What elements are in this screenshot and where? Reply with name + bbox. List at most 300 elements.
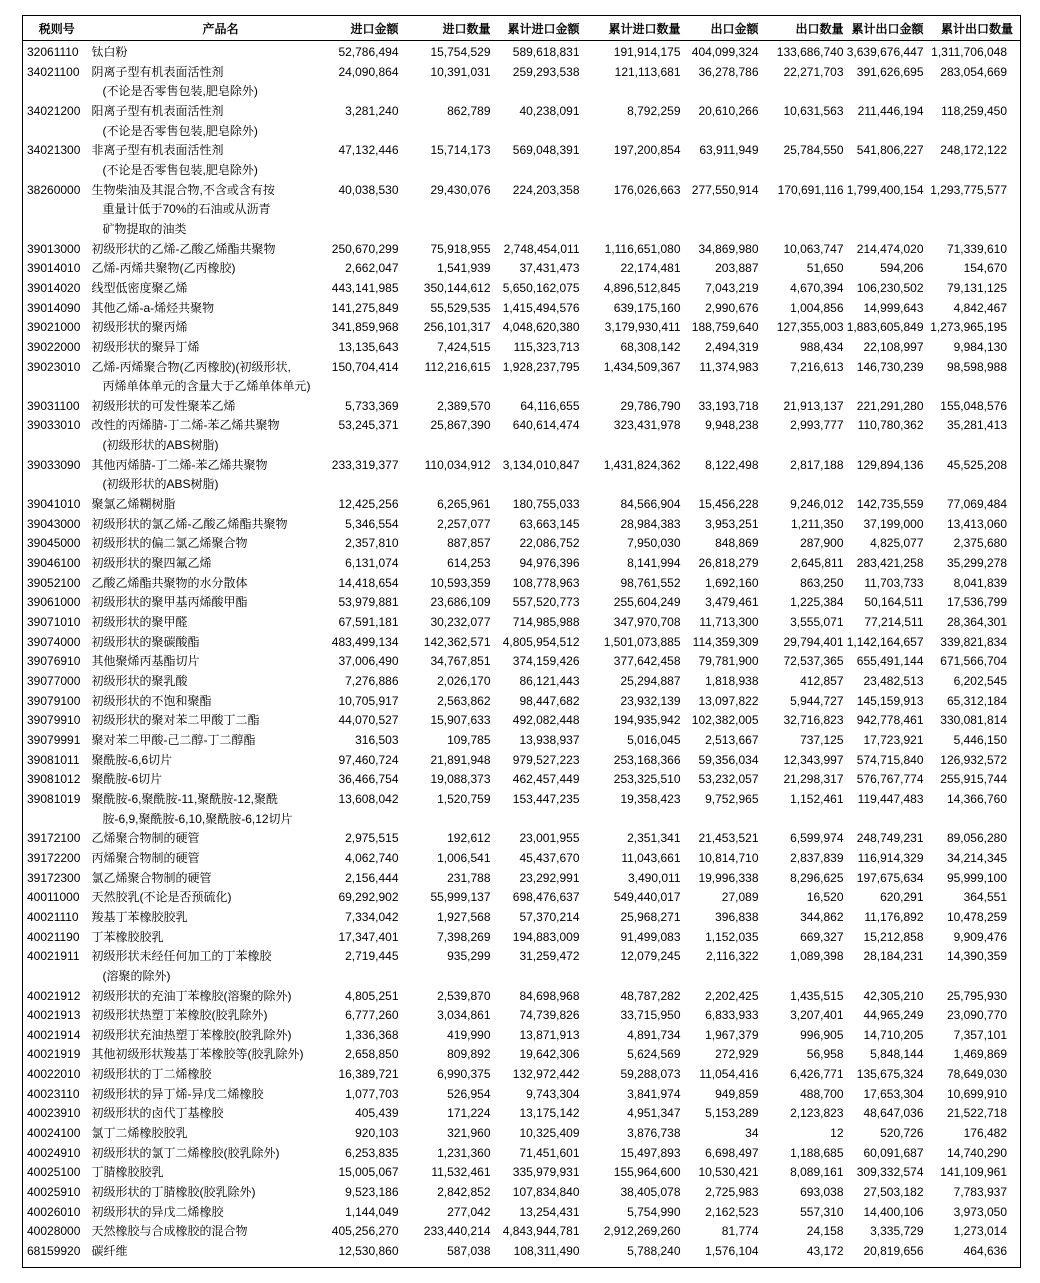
export-value-cell: 9,752,965 <box>705 791 759 806</box>
cumulative-import-value-cell: 1,415,494,576 <box>502 300 580 315</box>
product-name-cell <box>91 338 321 358</box>
import-value-cell: 1,077,703 <box>345 1086 399 1101</box>
tariff-code-cell: 39081019 <box>27 791 81 806</box>
import-value-cell: 37,006,490 <box>338 654 399 669</box>
cumulative-import-value-cell: 714,985,988 <box>512 615 580 630</box>
product-name-line: 聚酰胺-6,聚酰胺-11,聚酰胺-12,聚酰 <box>91 791 278 806</box>
export-quantity-cell: 1,152,461 <box>790 791 844 806</box>
export-quantity-cell: 863,250 <box>800 575 844 590</box>
product-name-cell <box>91 574 321 594</box>
cumulative-import-value-cell: 37,431,473 <box>519 261 580 276</box>
cumulative-export-value-cell: 116,914,329 <box>857 850 924 865</box>
cumulative-export-value-cell: 17,653,304 <box>863 1086 924 1101</box>
cumulative-import-quantity-cell: 3,841,974 <box>627 1086 681 1101</box>
export-quantity-cell: 72,537,365 <box>783 654 844 669</box>
cumulative-export-quantity-cell: 9,909,476 <box>953 929 1007 944</box>
cumulative-import-value-cell: 108,778,963 <box>512 575 580 590</box>
import-quantity-cell: 1,231,360 <box>437 1145 491 1160</box>
table-row <box>23 240 1021 260</box>
export-quantity-cell: 3,555,071 <box>790 615 844 630</box>
cumulative-import-value-cell: 108,311,490 <box>513 1244 580 1259</box>
cumulative-import-value-cell: 224,203,358 <box>512 182 580 197</box>
export-value-cell: 20,610,266 <box>698 103 759 118</box>
product-name-line: 乙烯-丙烯聚合物(乙丙橡胶)(初级形状, <box>91 359 291 374</box>
product-name-line: 初级形状的丁二烯橡胶 <box>91 1067 212 1082</box>
cumulative-import-quantity-cell: 191,914,175 <box>613 45 681 59</box>
import-quantity-cell: 419,990 <box>447 1027 491 1042</box>
export-quantity-cell: 996,905 <box>800 1027 844 1042</box>
export-value-cell: 63,911,949 <box>699 143 759 158</box>
product-name-cell <box>91 652 321 672</box>
table-row <box>23 652 1021 672</box>
import-value-cell: 14,418,654 <box>338 575 399 590</box>
export-value-cell: 53,232,057 <box>698 772 759 787</box>
import-value-cell: 341,859,968 <box>331 320 399 335</box>
table-row <box>23 1242 1021 1267</box>
product-name-cell <box>91 751 321 771</box>
tariff-code-cell: 39046100 <box>27 556 81 571</box>
cumulative-import-value-cell: 180,755,033 <box>512 497 580 512</box>
tariff-code-cell: 39043000 <box>27 516 81 531</box>
product-name-line: 其他聚烯丙基酯切片 <box>91 654 200 669</box>
table-row <box>23 947 1021 986</box>
cumulative-export-value-cell: 11,176,892 <box>864 909 924 924</box>
product-name-cell <box>91 279 321 299</box>
cumulative-import-quantity-cell: 91,499,083 <box>620 929 681 944</box>
import-value-cell: 47,132,446 <box>338 143 399 158</box>
cumulative-export-quantity-cell: 25,795,930 <box>946 988 1007 1003</box>
product-name-cell <box>91 908 321 928</box>
table-row <box>23 1045 1021 1065</box>
table-row <box>23 416 1021 455</box>
cumulative-import-value-cell: 4,843,944,781 <box>502 1224 580 1239</box>
export-value-cell: 1,818,938 <box>705 674 759 688</box>
import-quantity-cell: 233,440,214 <box>423 1224 491 1239</box>
cumulative-export-value-cell: 60,091,687 <box>863 1145 924 1160</box>
product-name-line: 聚酰胺-6,6切片 <box>91 752 173 767</box>
export-value-cell: 848,869 <box>715 536 759 551</box>
export-quantity-cell: 5,944,727 <box>790 693 844 708</box>
tariff-code-cell: 40024910 <box>27 1145 81 1160</box>
cumulative-export-quantity-cell: 364,551 <box>963 890 1007 905</box>
product-name-line: (初级形状的ABS树脂) <box>102 477 219 492</box>
product-name-line: 胺-6,9,聚酰胺-6,10,聚酰胺-6,12切片 <box>102 811 293 826</box>
tariff-code-cell: 39071010 <box>27 615 81 630</box>
export-quantity-cell: 1,004,856 <box>790 300 844 315</box>
cumulative-import-quantity-cell: 2,912,269,260 <box>603 1224 681 1239</box>
cumulative-export-quantity-cell: 14,740,290 <box>946 1145 1007 1160</box>
table-row <box>23 593 1021 613</box>
import-quantity-cell: 887,857 <box>447 536 491 551</box>
tariff-code-cell: 34021300 <box>27 143 81 158</box>
import-value-cell: 69,292,902 <box>338 890 399 905</box>
import-value-cell: 12,530,860 <box>338 1244 399 1259</box>
cumulative-import-value-cell: 98,447,682 <box>519 693 580 708</box>
product-name-cell <box>91 692 321 712</box>
tariff-code-cell: 39021000 <box>27 320 81 335</box>
cumulative-import-value-cell: 107,834,840 <box>512 1185 580 1200</box>
import-quantity-cell: 2,389,570 <box>437 398 491 413</box>
import-value-cell: 44,070,527 <box>338 713 399 728</box>
tariff-code-cell: 39081012 <box>27 772 81 787</box>
cumulative-export-quantity-cell: 10,699,910 <box>946 1086 1007 1101</box>
cumulative-export-quantity-cell: 7,357,101 <box>953 1027 1007 1042</box>
table-row <box>23 1085 1021 1105</box>
header-import-quantity: 进口数量 <box>401 16 493 41</box>
product-name-line: 初级形状的乙烯-乙酸乙烯酯共聚物 <box>91 241 276 256</box>
table-row <box>23 259 1021 279</box>
export-value-cell: 2,116,322 <box>706 949 759 964</box>
export-value-cell: 34 <box>745 1126 759 1141</box>
tariff-code-cell: 40028000 <box>27 1224 81 1239</box>
product-name-line: 初级形状充油热塑丁苯橡胶(胶乳除外) <box>91 1027 292 1042</box>
import-quantity-cell: 30,232,077 <box>430 615 491 630</box>
product-name-cell <box>91 416 321 455</box>
tariff-code-cell: 39079991 <box>27 732 81 747</box>
table-row <box>23 318 1021 338</box>
table-row <box>23 928 1021 948</box>
product-name-cell <box>91 593 321 613</box>
product-name-line: (不论是否零售包装,肥皂除外) <box>102 84 258 99</box>
cumulative-export-quantity-cell: 671,566,704 <box>940 654 1007 669</box>
cumulative-export-quantity-cell: 1,293,775,577 <box>930 182 1007 197</box>
export-value-cell: 5,153,289 <box>705 1106 759 1121</box>
cumulative-import-quantity-cell: 155,964,600 <box>613 1165 681 1180</box>
cumulative-export-value-cell: 391,626,695 <box>856 64 924 79</box>
cumulative-import-quantity-cell: 3,876,738 <box>627 1126 681 1141</box>
export-value-cell: 13,097,822 <box>698 693 759 708</box>
export-value-cell: 1,692,160 <box>705 575 759 590</box>
cumulative-import-quantity-cell: 3,179,930,411 <box>604 320 681 335</box>
cumulative-import-value-cell: 1,928,237,795 <box>502 359 580 374</box>
import-quantity-cell: 112,216,615 <box>424 359 491 374</box>
cumulative-import-quantity-cell: 33,715,950 <box>620 1008 681 1023</box>
product-name-cell <box>91 1222 321 1242</box>
export-quantity-cell: 25,784,550 <box>783 143 844 158</box>
import-quantity-cell: 19,088,373 <box>430 772 491 787</box>
cumulative-export-quantity-cell: 176,482 <box>963 1126 1007 1141</box>
header-row <box>23 16 1021 41</box>
product-name-line: 钛白粉 <box>91 45 128 59</box>
import-quantity-cell: 6,265,961 <box>437 497 491 512</box>
product-name-cell <box>91 1065 321 1085</box>
export-quantity-cell: 488,700 <box>800 1086 844 1101</box>
product-name-cell <box>91 849 321 869</box>
cumulative-import-value-cell: 4,805,954,512 <box>502 634 580 649</box>
product-name-line: (初级形状的ABS树脂) <box>102 438 219 453</box>
import-quantity-cell: 1,927,568 <box>437 909 491 924</box>
export-value-cell: 2,202,425 <box>705 988 759 1003</box>
product-name-cell <box>91 495 321 515</box>
product-name-line: 羧基丁苯橡胶胶乳 <box>91 909 188 924</box>
cumulative-export-quantity-cell: 23,090,770 <box>946 1008 1007 1023</box>
import-value-cell: 53,245,371 <box>338 418 399 433</box>
cumulative-import-quantity-cell: 5,624,569 <box>627 1047 681 1062</box>
import-value-cell: 7,334,042 <box>345 909 399 924</box>
export-quantity-cell: 557,310 <box>800 1204 844 1219</box>
export-quantity-cell: 127,355,003 <box>776 320 844 335</box>
export-value-cell: 2,162,523 <box>705 1204 759 1219</box>
cumulative-import-quantity-cell: 2,351,341 <box>627 831 681 846</box>
export-quantity-cell: 10,063,747 <box>783 241 844 256</box>
import-quantity-cell: 2,026,170 <box>437 674 491 688</box>
cumulative-import-quantity-cell: 639,175,160 <box>613 300 681 315</box>
cumulative-export-quantity-cell: 1,311,706,048 <box>931 45 1007 59</box>
product-name-line: 乙酸乙烯酯共聚物的水分散体 <box>91 575 248 590</box>
export-quantity-cell: 988,434 <box>800 339 844 354</box>
product-name-cell <box>91 1104 321 1124</box>
export-value-cell: 36,278,786 <box>698 64 759 79</box>
import-value-cell: 12,425,256 <box>338 497 399 512</box>
cumulative-export-value-cell: 594,206 <box>880 261 924 276</box>
table-row <box>23 338 1021 358</box>
product-name-line: 阳离子型有机表面活性剂 <box>91 103 224 118</box>
export-quantity-cell: 4,670,394 <box>790 280 844 295</box>
cumulative-export-quantity-cell: 65,312,184 <box>946 693 1007 708</box>
import-quantity-cell: 526,954 <box>447 1086 491 1101</box>
product-name-line: 非离子型有机表面活性剂 <box>91 143 224 158</box>
table-body <box>23 41 1021 1268</box>
cumulative-export-value-cell: 520,726 <box>880 1126 924 1141</box>
cumulative-import-quantity-cell: 323,431,978 <box>613 418 681 433</box>
cumulative-export-value-cell: 22,108,997 <box>863 339 924 354</box>
cumulative-import-value-cell: 57,370,214 <box>519 909 580 924</box>
import-quantity-cell: 34,767,851 <box>430 654 491 669</box>
product-name-cell <box>91 1163 321 1183</box>
tariff-code-cell: 39061000 <box>27 595 81 610</box>
import-value-cell: 97,460,724 <box>338 752 399 767</box>
cumulative-import-quantity-cell: 4,891,734 <box>627 1027 681 1042</box>
cumulative-export-value-cell: 17,723,921 <box>863 732 924 747</box>
export-quantity-cell: 133,686,740 <box>776 45 844 59</box>
export-value-cell: 81,774 <box>721 1224 759 1239</box>
export-value-cell: 3,479,461 <box>705 595 759 610</box>
tariff-code-cell: 40022010 <box>27 1067 81 1082</box>
cumulative-import-value-cell: 71,451,601 <box>519 1145 580 1160</box>
export-value-cell: 396,838 <box>715 909 759 924</box>
export-quantity-cell: 9,246,012 <box>790 497 844 512</box>
export-quantity-cell: 21,913,137 <box>783 398 844 413</box>
import-value-cell: 4,805,251 <box>345 988 399 1003</box>
tariff-code-cell: 40025910 <box>27 1185 81 1200</box>
product-name-cell <box>91 1203 321 1223</box>
export-value-cell: 277,550,914 <box>691 182 759 197</box>
cumulative-export-quantity-cell: 9,984,130 <box>953 339 1007 354</box>
tariff-code-cell: 34021200 <box>27 103 81 118</box>
table-row <box>23 574 1021 594</box>
cumulative-export-value-cell: 11,703,733 <box>864 575 924 590</box>
cumulative-export-quantity-cell: 5,446,150 <box>953 732 1007 747</box>
cumulative-export-value-cell: 655,491,144 <box>856 654 924 669</box>
table-row <box>23 770 1021 790</box>
cumulative-import-value-cell: 22,086,752 <box>519 536 580 551</box>
cumulative-export-quantity-cell: 4,842,467 <box>953 300 1007 315</box>
import-quantity-cell: 1,006,541 <box>437 850 491 865</box>
export-value-cell: 1,576,104 <box>705 1244 759 1259</box>
product-name-line: (不论是否零售包装,肥皂除外) <box>102 123 258 138</box>
import-value-cell: 5,346,554 <box>345 516 399 531</box>
tariff-code-cell: 39052100 <box>27 575 81 590</box>
export-value-cell: 11,054,416 <box>699 1067 759 1082</box>
cumulative-export-value-cell: 1,799,400,154 <box>846 182 924 197</box>
product-name-line: 阴离子型有机表面活性剂 <box>91 64 224 79</box>
cumulative-export-value-cell: 248,749,231 <box>856 831 924 846</box>
header-export-value: 出口金额 <box>683 16 761 41</box>
import-value-cell: 2,719,445 <box>345 949 399 964</box>
cumulative-import-value-cell: 74,739,826 <box>519 1008 580 1023</box>
table-row <box>23 1006 1021 1026</box>
cumulative-export-value-cell: 211,446,194 <box>857 103 924 118</box>
cumulative-import-value-cell: 153,447,235 <box>512 791 580 806</box>
tariff-code-cell: 40021911 <box>27 949 80 964</box>
cumulative-import-quantity-cell: 1,501,073,885 <box>603 634 681 649</box>
export-quantity-cell: 2,837,839 <box>790 850 844 865</box>
cumulative-export-quantity-cell: 17,536,799 <box>946 595 1007 610</box>
import-value-cell: 233,319,377 <box>331 457 399 472</box>
import-value-cell: 24,090,864 <box>338 64 399 79</box>
import-quantity-cell: 862,789 <box>447 103 491 118</box>
product-name-cell <box>91 613 321 633</box>
cumulative-import-value-cell: 45,437,670 <box>519 850 580 865</box>
import-quantity-cell: 321,960 <box>447 1126 491 1141</box>
product-name-cell <box>91 790 321 829</box>
product-name-cell <box>91 41 321 63</box>
export-quantity-cell: 12,343,997 <box>783 752 844 767</box>
product-name-line: 丙烯聚合物制的硬管 <box>91 850 200 865</box>
cumulative-export-quantity-cell: 283,054,669 <box>940 64 1007 79</box>
product-name-line: 初级形状的异戊二烯橡胶 <box>91 1204 224 1219</box>
tariff-code-cell: 40023110 <box>27 1086 80 1101</box>
export-value-cell: 9,948,238 <box>705 418 759 433</box>
import-quantity-cell: 192,612 <box>447 831 491 846</box>
product-name-line: 天然橡胶与合成橡胶的混合物 <box>91 1224 248 1239</box>
table-row <box>23 1124 1021 1144</box>
product-name-cell <box>91 829 321 849</box>
cumulative-export-quantity-cell: 28,364,301 <box>946 615 1007 630</box>
cumulative-export-quantity-cell: 248,172,122 <box>940 143 1007 158</box>
cumulative-import-quantity-cell: 3,490,011 <box>628 870 681 885</box>
table-row <box>23 397 1021 417</box>
cumulative-export-quantity-cell: 330,081,814 <box>940 713 1007 728</box>
product-name-line: 初级形状热塑丁苯橡胶(胶乳除外) <box>91 1008 268 1023</box>
table-row <box>23 692 1021 712</box>
tariff-code-cell: 39079910 <box>27 713 81 728</box>
table-row <box>23 358 1021 397</box>
table-row <box>23 456 1021 495</box>
cumulative-import-value-cell: 194,883,009 <box>512 929 580 944</box>
export-quantity-cell: 1,225,384 <box>790 595 844 610</box>
import-value-cell: 13,608,042 <box>338 791 399 806</box>
cumulative-export-value-cell: 15,212,858 <box>863 929 924 944</box>
cumulative-import-value-cell: 979,527,223 <box>512 752 580 767</box>
product-name-line: 氯丁二烯橡胶胶乳 <box>91 1126 188 1141</box>
cumulative-import-quantity-cell: 377,642,458 <box>613 654 681 669</box>
tariff-code-cell: 39079100 <box>27 693 81 708</box>
cumulative-import-value-cell: 63,663,145 <box>519 516 580 531</box>
import-value-cell: 5,733,369 <box>345 398 399 413</box>
import-value-cell: 2,357,810 <box>345 536 399 551</box>
export-value-cell: 272,929 <box>715 1047 759 1062</box>
cumulative-import-value-cell: 335,979,931 <box>512 1165 580 1180</box>
import-value-cell: 10,705,917 <box>338 693 399 708</box>
cumulative-import-quantity-cell: 197,200,854 <box>613 143 681 158</box>
import-value-cell: 150,704,414 <box>331 359 399 374</box>
export-quantity-cell: 6,599,974 <box>790 831 844 846</box>
table-row <box>23 1104 1021 1124</box>
product-name-line: 初级形状的卤代丁基橡胶 <box>91 1106 224 1121</box>
cumulative-import-value-cell: 589,618,831 <box>512 45 580 59</box>
product-name-cell <box>91 1045 321 1065</box>
export-value-cell: 404,099,324 <box>691 45 759 59</box>
import-value-cell: 4,062,740 <box>345 850 399 865</box>
product-name-line: 丁腈橡胶胶乳 <box>91 1165 164 1180</box>
import-quantity-cell: 2,257,077 <box>437 516 491 531</box>
product-name-cell <box>91 888 321 908</box>
import-value-cell: 3,281,240 <box>345 103 399 118</box>
tariff-code-cell: 40021914 <box>27 1027 81 1042</box>
export-value-cell: 2,513,667 <box>705 732 759 747</box>
cumulative-import-value-cell: 13,175,142 <box>519 1106 580 1121</box>
header-product-name: 产品名 <box>91 16 321 41</box>
cumulative-import-value-cell: 259,293,538 <box>512 64 580 79</box>
cumulative-export-quantity-cell: 7,783,937 <box>953 1185 1007 1200</box>
import-quantity-cell: 110,034,912 <box>424 457 491 472</box>
product-name-line: 丁苯橡胶胶乳 <box>91 929 164 944</box>
cumulative-import-value-cell: 4,048,620,380 <box>502 320 580 335</box>
cumulative-import-quantity-cell: 19,358,423 <box>620 791 681 806</box>
product-name-line: 初级形状的聚四氟乙烯 <box>91 556 212 571</box>
cumulative-import-value-cell: 492,082,448 <box>512 713 580 728</box>
cumulative-export-value-cell: 142,735,559 <box>856 497 924 512</box>
cumulative-import-quantity-cell: 8,141,994 <box>627 556 681 571</box>
cumulative-export-value-cell: 37,199,000 <box>863 516 924 531</box>
export-value-cell: 102,382,005 <box>691 713 759 728</box>
product-name-line: 聚对苯二甲酸-己二醇-丁二醇酯 <box>91 732 256 747</box>
cumulative-export-value-cell: 214,474,020 <box>856 241 924 256</box>
import-value-cell: 316,503 <box>355 732 399 747</box>
cumulative-export-quantity-cell: 6,202,545 <box>953 674 1007 688</box>
product-name-cell <box>91 947 321 986</box>
import-quantity-cell: 55,999,137 <box>430 890 491 905</box>
table-row <box>23 751 1021 771</box>
cumulative-export-quantity-cell: 79,131,125 <box>946 280 1007 295</box>
cumulative-export-value-cell: 23,482,513 <box>863 674 924 688</box>
cumulative-import-value-cell: 13,871,913 <box>519 1027 580 1042</box>
tariff-code-cell: 39014090 <box>27 300 81 315</box>
cumulative-export-quantity-cell: 71,339,610 <box>946 241 1007 256</box>
cumulative-import-value-cell: 569,048,391 <box>512 143 580 158</box>
cumulative-import-quantity-cell: 255,604,249 <box>613 595 681 610</box>
product-name-cell <box>91 770 321 790</box>
table-row <box>23 299 1021 319</box>
cumulative-import-quantity-cell: 98,761,552 <box>620 575 681 590</box>
product-name-cell <box>91 181 321 240</box>
product-name-line: 初级形状的偏二氯乙烯聚合物 <box>91 536 248 551</box>
import-quantity-cell: 935,299 <box>447 949 491 964</box>
cumulative-import-quantity-cell: 253,325,510 <box>613 772 681 787</box>
import-value-cell: 250,670,299 <box>331 241 399 256</box>
table-row <box>23 613 1021 633</box>
table-row <box>23 633 1021 653</box>
product-name-line: 改性的丙烯腈-丁二烯-苯乙烯共聚物 <box>91 418 280 433</box>
export-quantity-cell: 32,716,823 <box>783 713 844 728</box>
tariff-code-cell: 39022000 <box>27 339 81 354</box>
cumulative-export-value-cell: 1,883,605,849 <box>846 320 924 335</box>
export-quantity-cell: 22,271,703 <box>783 64 844 79</box>
product-name-line: 其他乙烯-a-烯烃共聚物 <box>91 300 215 315</box>
import-quantity-cell: 15,907,633 <box>430 713 491 728</box>
export-value-cell: 114,359,309 <box>692 634 759 649</box>
